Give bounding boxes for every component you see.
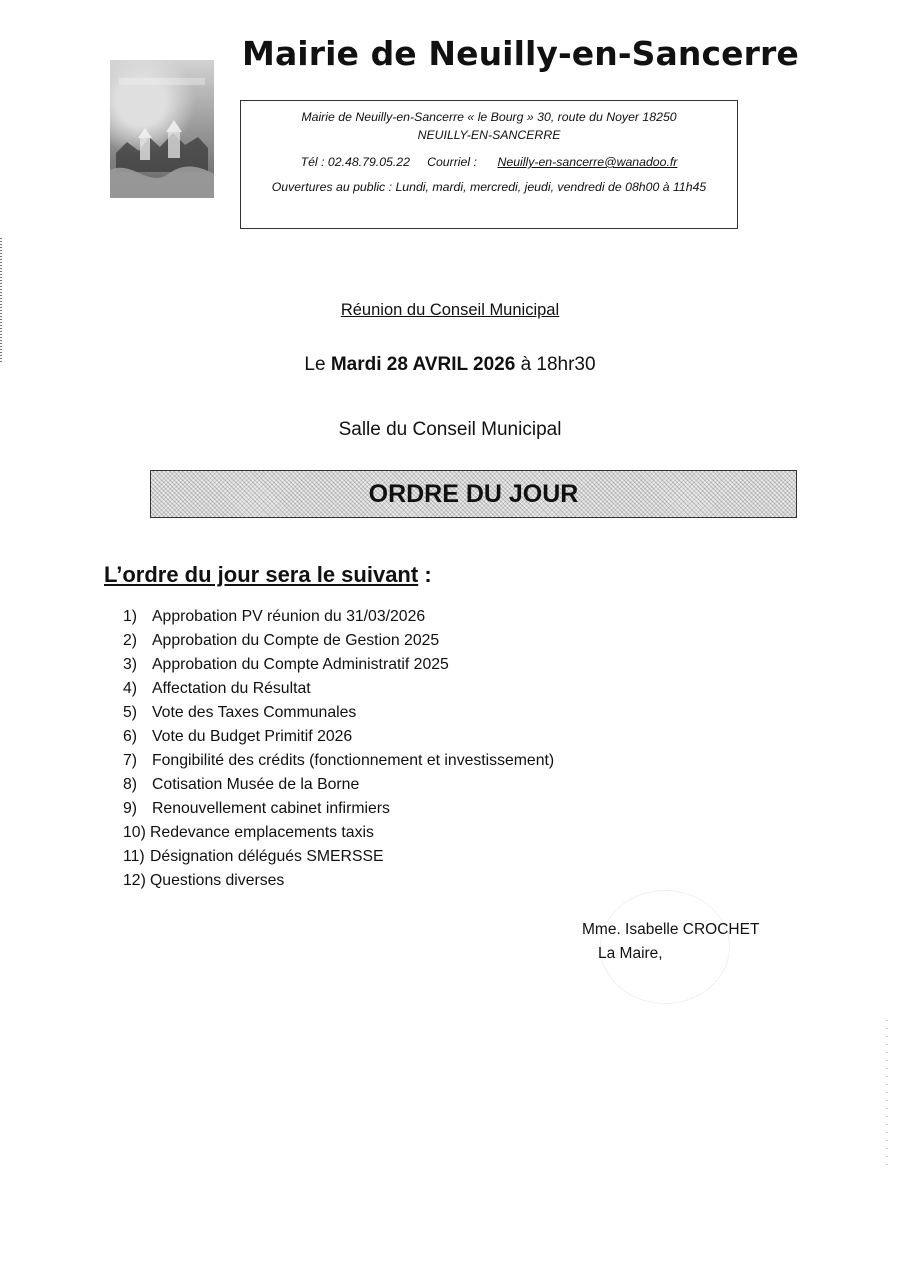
agenda-item-text: Cotisation Musée de la Borne [152,776,360,793]
agenda-item [123,749,554,773]
agenda-banner: ORDRE DU JOUR [150,470,797,518]
date-prefix: Le [304,354,326,375]
agenda-item-number: 12) [123,872,146,889]
agenda-item [123,605,554,629]
agenda-item [123,701,554,725]
meeting-date [0,354,900,376]
agenda-item-number: 2) [123,632,138,649]
town-hall-title: Mairie de Neuilly-en-Sancerre [242,34,799,73]
agenda-item-text: Approbation du Compte Administratif 2025 [152,656,449,673]
agenda-item-text: Approbation du Compte de Gestion 2025 [152,632,440,649]
address-line: Mairie de Neuilly-en-Sancerre « le Bourg » 30, route du Noyer 18250 [301,110,677,124]
agenda-item [123,773,554,797]
scan-artifact-right [886,1020,888,1170]
email-link[interactable]: Neuilly-en-sancerre@wanadoo.fr [497,155,678,169]
castle-image [110,60,214,198]
mayor-role: La Maire, [598,945,663,962]
agenda-item [123,677,554,701]
municipal-logo [110,60,214,198]
city-line: NEUILLY-EN-SANCERRE [417,128,561,142]
agenda-item-text: Vote des Taxes Communales [152,704,357,721]
agenda-list [123,605,554,893]
agenda-item-number: 1) [123,608,138,625]
date-bold: Mardi 28 AVRIL 2026 [330,354,516,375]
date-suffix: à 18hr30 [520,354,596,375]
contact-box [240,100,738,229]
agenda-item [123,845,554,869]
phone-email-line [241,153,737,171]
agenda-item [123,797,554,821]
agenda-item-number: 7) [123,752,138,769]
agenda-item [123,725,554,749]
agenda-item-text: Désignation délégués SMERSSE [150,848,384,865]
agenda-item-text: Approbation PV réunion du 31/03/2026 [152,608,426,625]
agenda-intro-text: L’ordre du jour sera le suivant [104,562,419,587]
meeting-title: Réunion du Conseil Municipal [340,301,560,319]
agenda-intro-colon: : [418,562,432,587]
agenda-item-text: Affectation du Résultat [152,680,311,697]
email-label: Courriel : [427,155,477,169]
agenda-item-number: 9) [123,800,138,817]
agenda-item-number: 6) [123,728,138,745]
agenda-item-number: 4) [123,680,138,697]
agenda-item-text: Questions diverses [150,872,285,889]
agenda-item-text: Fongibilité des crédits (fonctionnement et investissement) [152,752,555,769]
agenda-intro [104,562,432,588]
agenda-item-number: 3) [123,656,138,673]
agenda-item-number: 5) [123,704,138,721]
agenda-item-text: Redevance emplacements taxis [150,824,374,841]
agenda-item [123,653,554,677]
phone-text: Tél : 02.48.79.05.22 [300,155,410,169]
agenda-item [123,629,554,653]
mayor-name: Mme. Isabelle CROCHET [582,921,760,938]
agenda-item-number: 11) [123,848,145,865]
agenda-item-text: Vote du Budget Primitif 2026 [152,728,353,745]
agenda-item-number: 8) [123,776,138,793]
agenda-item [123,869,554,893]
signature-block [582,918,759,966]
agenda-item [123,821,554,845]
agenda-item-number: 10) [123,824,146,841]
agenda-item-text: Renouvellement cabinet infirmiers [152,800,390,817]
opening-hours: Ouvertures au public : Lundi, mardi, mercredi, jeudi, vendredi de 08h00 à 11h45 [271,180,707,194]
meeting-room: Salle du Conseil Municipal [338,419,562,440]
